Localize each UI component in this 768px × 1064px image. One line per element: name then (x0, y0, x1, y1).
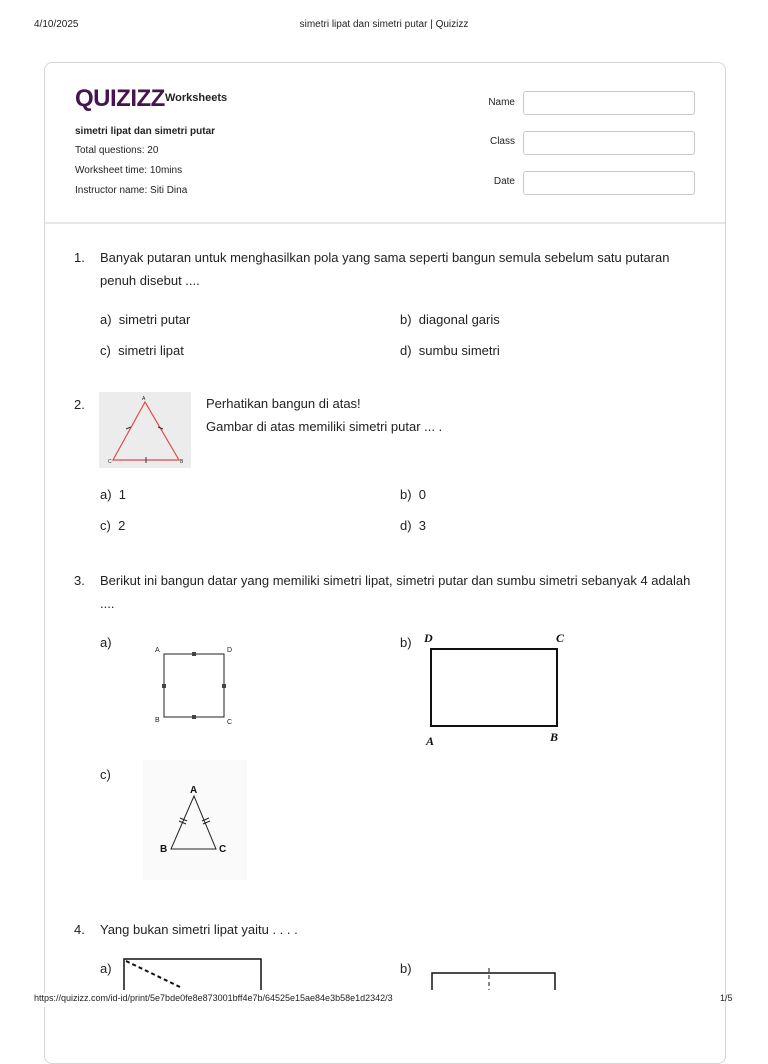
vertex-label: C (108, 459, 112, 465)
tick-mark (222, 684, 226, 688)
worksheet-header (45, 63, 725, 224)
vertex-label: C (227, 719, 233, 726)
option-label: d) (400, 518, 412, 533)
image-background (143, 760, 247, 880)
name-field[interactable] (523, 91, 695, 115)
question-1-number: 1. (74, 250, 85, 265)
tick-mark (192, 715, 196, 719)
vertex-label: C (219, 844, 227, 855)
logo-subtitle: Worksheets (165, 92, 228, 104)
square-shape (164, 654, 224, 717)
option-text: 0 (418, 487, 427, 502)
q4-option-b-image (430, 968, 558, 990)
option-text: simetri putar (118, 312, 191, 327)
isosceles-triangle-image (143, 760, 247, 880)
worksheet-card (44, 62, 726, 1064)
vertex-label: B (160, 844, 168, 855)
tick-mark (162, 684, 166, 688)
option-label: b) (400, 312, 412, 327)
vertex-label: D (227, 647, 233, 654)
date-field[interactable] (523, 171, 695, 195)
vertex-label: B (550, 730, 559, 744)
triangle-image (99, 392, 191, 468)
option-text: 1 (118, 487, 127, 502)
quizizz-logo: QUIZIZZ (75, 85, 165, 112)
dashed-fold-line (126, 961, 180, 987)
option-label: b) (400, 487, 412, 502)
question-2-number: 2. (74, 397, 85, 412)
tick-mark (192, 652, 196, 656)
worksheet-time: Worksheet time: 10mins (75, 165, 183, 176)
instructor-name: Instructor name: Siti Dina (75, 185, 188, 196)
option-text: 2 (118, 518, 126, 533)
q1-option-d (400, 343, 500, 358)
option-text: simetri lipat (118, 343, 184, 358)
q2-option-d (400, 518, 426, 533)
q4-option-a-label: a) (100, 961, 112, 976)
option-label: a) (100, 312, 112, 327)
option-label: a) (100, 487, 112, 502)
q4-option-a-image (120, 955, 265, 990)
print-date: 4/10/2025 (34, 19, 79, 30)
vertex-label: A (155, 647, 160, 654)
q4-option-b-label: b) (400, 961, 412, 976)
question-2-line2: Gambar di atas memiliki simetri putar ... . (206, 419, 443, 434)
question-4-number: 4. (74, 922, 85, 937)
question-4-text: Yang bukan simetri lipat yaitu . . . . (100, 922, 298, 937)
option-label: d) (400, 343, 412, 358)
worksheet-title: simetri lipat dan simetri putar (75, 126, 216, 137)
vertex-label: B (180, 459, 184, 465)
square-image (150, 642, 240, 728)
shape-outline (432, 973, 555, 990)
vertex-label: A (190, 785, 198, 796)
q3-option-b-label: b) (400, 635, 412, 650)
q3-option-c-label: c) (100, 767, 111, 782)
q1-option-b (400, 312, 500, 327)
class-field[interactable] (523, 131, 695, 155)
question-1-text: Banyak putaran untuk menghasilkan pola yang sama seperti bangun semula sebelum satu putaran penuh disebut .... (100, 250, 670, 288)
date-label: Date (493, 176, 515, 187)
page-number: 1/5 (720, 993, 733, 1003)
option-label: c) (100, 518, 111, 533)
q2-option-b (400, 487, 426, 502)
q3-option-a-label: a) (100, 635, 112, 650)
vertex-label: A (426, 734, 435, 748)
print-title: simetri lipat dan simetri putar | Quizizz (299, 19, 469, 30)
q1-option-c (100, 343, 184, 358)
rectangle-image (420, 628, 575, 750)
question-3-number: 3. (74, 573, 85, 588)
option-text: diagonal garis (418, 312, 500, 327)
vertex-label: C (556, 631, 565, 645)
q1-option-a (100, 312, 190, 327)
print-url[interactable]: https://quizizz.com/id-id/print/5e7bde0fe8e873001bff4e7b/64525e15ae84e3b58e1d2342/3 (34, 993, 393, 1003)
option-label: c) (100, 343, 111, 358)
option-text: 3 (418, 518, 427, 533)
shape-outline (124, 959, 261, 990)
total-questions: Total questions: 20 (75, 145, 159, 156)
vertex-label: D (424, 631, 433, 645)
question-2-line1: Perhatikan bangun di atas! (206, 396, 361, 411)
q2-option-c (100, 518, 125, 533)
vertex-label: A (142, 396, 146, 402)
vertex-label: B (155, 717, 160, 724)
q2-option-a (100, 487, 126, 502)
class-label: Class (489, 136, 515, 147)
name-label: Name (488, 97, 515, 108)
option-text: sumbu simetri (418, 343, 500, 358)
rectangle-shape (431, 649, 557, 726)
question-3-text: Berikut ini bangun datar yang memiliki simetri lipat, simetri putar dan sumbu simetri sebanyak 4 adalah .... (100, 573, 691, 611)
